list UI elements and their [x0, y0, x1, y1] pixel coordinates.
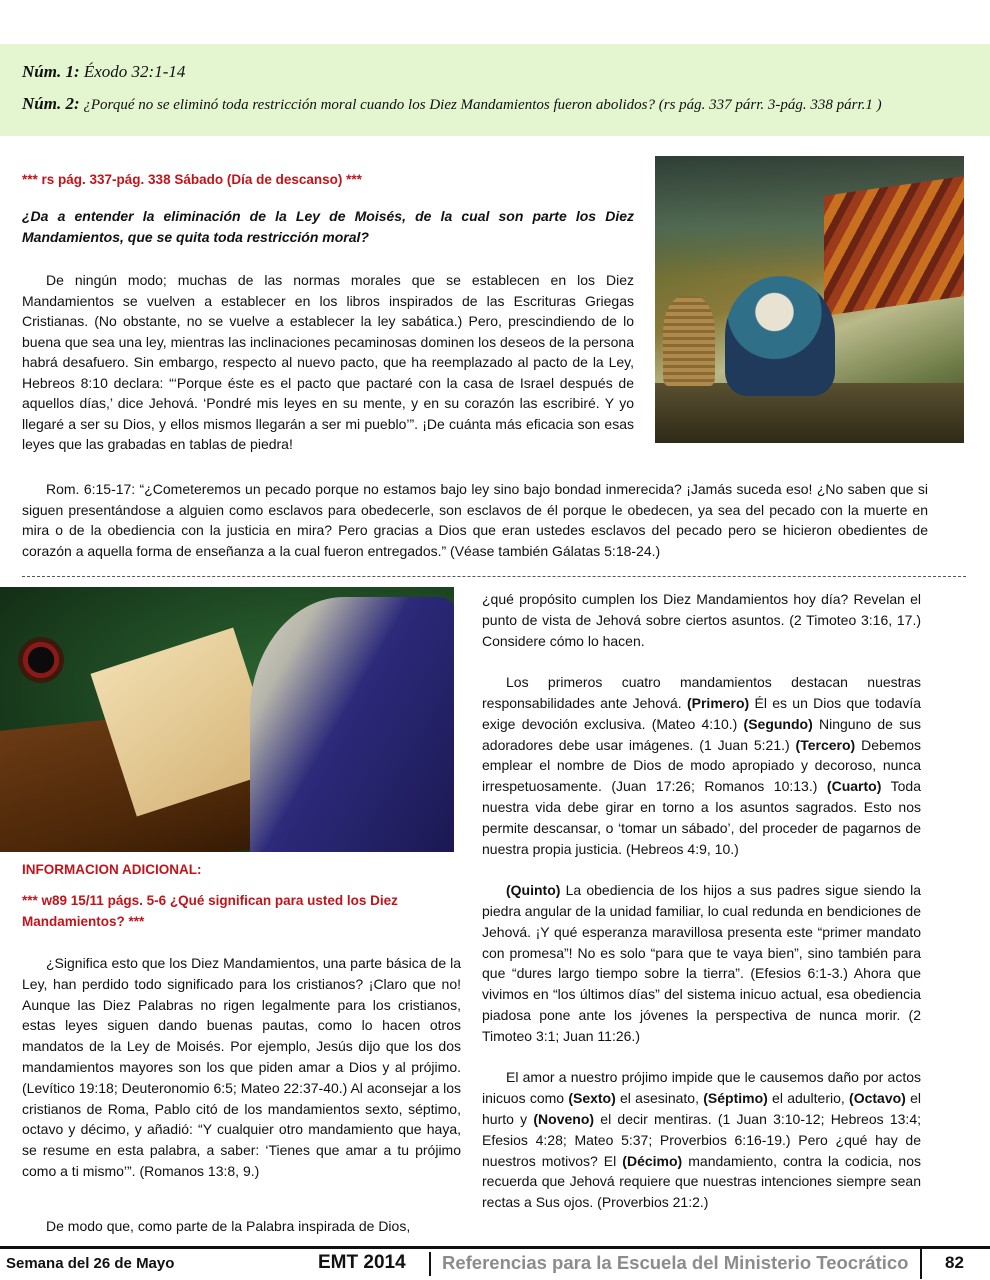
left-column-paragraph-continued: De modo que, como parte de la Palabra inspirada de Dios,: [46, 1218, 411, 1234]
illustration-scribe-in-tent: [655, 156, 964, 443]
right-paragraph-1: ¿qué propósito cumplen los Diez Mandamientos hoy día? Revelan el punto de vista de Jehová sobre ciertos asuntos. (2 Timoteo 3:16, 17.) Considere cómo lo hacen.: [482, 591, 921, 649]
section-reference-title: *** rs pág. 337-pág. 338 Sábado (Día de descanso) ***: [22, 172, 362, 187]
right-column: [482, 589, 921, 1234]
footer-emt-year: EMT 2014: [318, 1252, 406, 1273]
illustration-man-writing-scroll: [0, 587, 454, 852]
right-paragraph-4: El amor a nuestro prójimo impide que le causemos daño por actos inicuos como (Sexto) el asesinato, (Séptimo) el adulterio, (Octavo) el hurto y (Noveno) el decir mentiras. (1 Juan 3:10-12; Hebreos 13:4; Efesios 4:28; Mateo 5:37; Proverbios 6:16-19.) Pero ¿qué hay de nuestros motivos? El (Décimo) mandamiento, contra la codicia, nos recuerda que Jehová requiere que nuestras intenciones siempre sean rectas a Sus ojos. (Proverbios 21:2.): [482, 1069, 921, 1211]
page-footer: [0, 1246, 990, 1280]
assignment-2-text: ¿Porqué no se eliminó toda restricción moral cuando los Diez Mandamientos fueron abolidos? (rs pág. 337 párr. 3-pág. 338 párr.1 ): [79, 97, 882, 113]
additional-info-reference: *** w89 15/11 págs. 5-6 ¿Qué significan para usted los Diez Mandamientos? ***: [22, 893, 398, 929]
reading-assignment-header: [0, 44, 990, 136]
answer-paragraph: De ningún modo; muchas de las normas morales que se establecen en los Diez Mandamientos se vuelven a establecer en los libros inspirados de las Escrituras Griegas Cristianas. (No obstante, no se vuelve a establecer la ley sabática.) Pero, prescindiendo de lo buena que sea una ley, mientras las inclinaciones pecaminosas dominen los deseos de la persona habrá desafuero. Sin embargo, respecto al nuevo pacto, que ha reemplazado al pacto de la Ley, Hebreos 8:10 declara: “‘Porque éste es el pacto que pactaré con la casa de Israel después de aquellos días,’ dice Jehová. ‘Pondré mis leyes en su mente, y en su corazón las escribiré. Y yo llegaré a ser su Dios, y ellos mismos llegarán a ser mi pueblo’”. ¡De cuánta más eficacia son esas leyes que las grabadas en tablas de piedra!: [22, 272, 634, 452]
footer-separator: [429, 1252, 431, 1276]
left-column-paragraph: ¿Significa esto que los Diez Mandamientos, una parte básica de la Ley, han perdido todo significado para los cristianos? ¡Claro que no! Aunque las Diez Palabras no rigen legalmente para los cristianos, estas leyes siguen dando buenas pautas, como lo hacen otros mandatos de la Ley de Moisés. Por ejemplo, Jesús dijo que los dos mandamientos mayores son los que piden amar a Dios y al prójimo. (Levítico 19:18; Deuteronomio 6:5; Mateo 22:37-40.) Al aconsejar a los cristianos de Roma, Pablo citó de los mandamientos sexto, séptimo, octavo y décimo, y añadió: “Y cualquier otro mandamiento que haya, se resume en esta palabra, a saber: ‘Tienes que amar a tu prójimo como a ti mismo’”. (Romanos 13:8, 9.): [22, 955, 461, 1179]
assignment-1-label: Núm. 1:: [22, 62, 80, 81]
right-paragraph-3: (Quinto) La obediencia de los hijos a sus padres sigue siendo la piedra angular de la unidad familiar, lo cual redunda en bendiciones de Jehová. ¡Y qué esperanza maravillosa presenta este “primer mandato con promesa”! No es solo “para que te vaya bien”, sino también para que “dures largo tiempo sobre la tierra”. (Efesios 6:1-3.) Ahora que vivimos en “los últimos días” del sistema inicuo actual, esa obediencia piadosa pone ante los jóvenes la perspectiva de nunca morir. (2 Timoteo 3:1; Juan 11:26.): [482, 882, 921, 1044]
footer-subtitle: Referencias para la Escuela del Ministerio Teocrático: [442, 1252, 909, 1273]
assignment-1-text: Éxodo 32:1-14: [79, 62, 186, 81]
assignment-2: [22, 94, 968, 114]
section-question: ¿Da a entender la eliminación de la Ley de Moisés, de la cual son parte los Diez Mandamientos, que se quita toda restricción moral?: [22, 208, 634, 245]
assignment-2-label: Núm. 2:: [22, 94, 80, 113]
right-paragraph-2: Los primeros cuatro mandamientos destacan nuestras responsabilidades ante Jehová. (Primero) Él es un Dios que todavía exige devoción exclusiva. (Mateo 4:10.) (Segundo) Ninguno de sus adoradores debe usar imágenes. (1 Juan 5:21.) (Tercero) Debemos emplear el nombre de Dios de modo apropiado y decoroso, nunca irrespetuosamente. (Juan 17:26; Romanos 10:13.) (Cuarto) Toda nuestra vida debe girar en torno a los asuntos sagrados. Esto nos permite descansar, o ‘tomar un sábado’, del proceder de pagarnos de nuestra propia justicia. (Hebreos 4:9, 10.): [482, 674, 921, 857]
additional-info-title: INFORMACION ADICIONAL:: [22, 862, 202, 877]
page-number: 82: [945, 1253, 964, 1272]
assignment-1: [22, 62, 968, 92]
scripture-paragraph: Rom. 6:15-17: “¿Cometeremos un pecado porque no estamos bajo ley sino bajo bondad inmerecida? ¡Jamás suceda eso! ¿No saben que si siguen presentándose a alguien como esclavos para obedecerle, son esclavos de él porque le obedecen, ya sea del pecado con la muerte en mira o de la obediencia con la justicia en mira? Pero gracias a Dios que eran ustedes esclavos del pecado pero se hicieron obedientes de corazón a aquella forma de enseñanza a la cual fueron entregados.” (Véase también Gálatas 5:18-24.): [22, 481, 928, 559]
footer-week: Semana del 26 de Mayo: [6, 1255, 175, 1272]
section-divider: [22, 576, 966, 577]
